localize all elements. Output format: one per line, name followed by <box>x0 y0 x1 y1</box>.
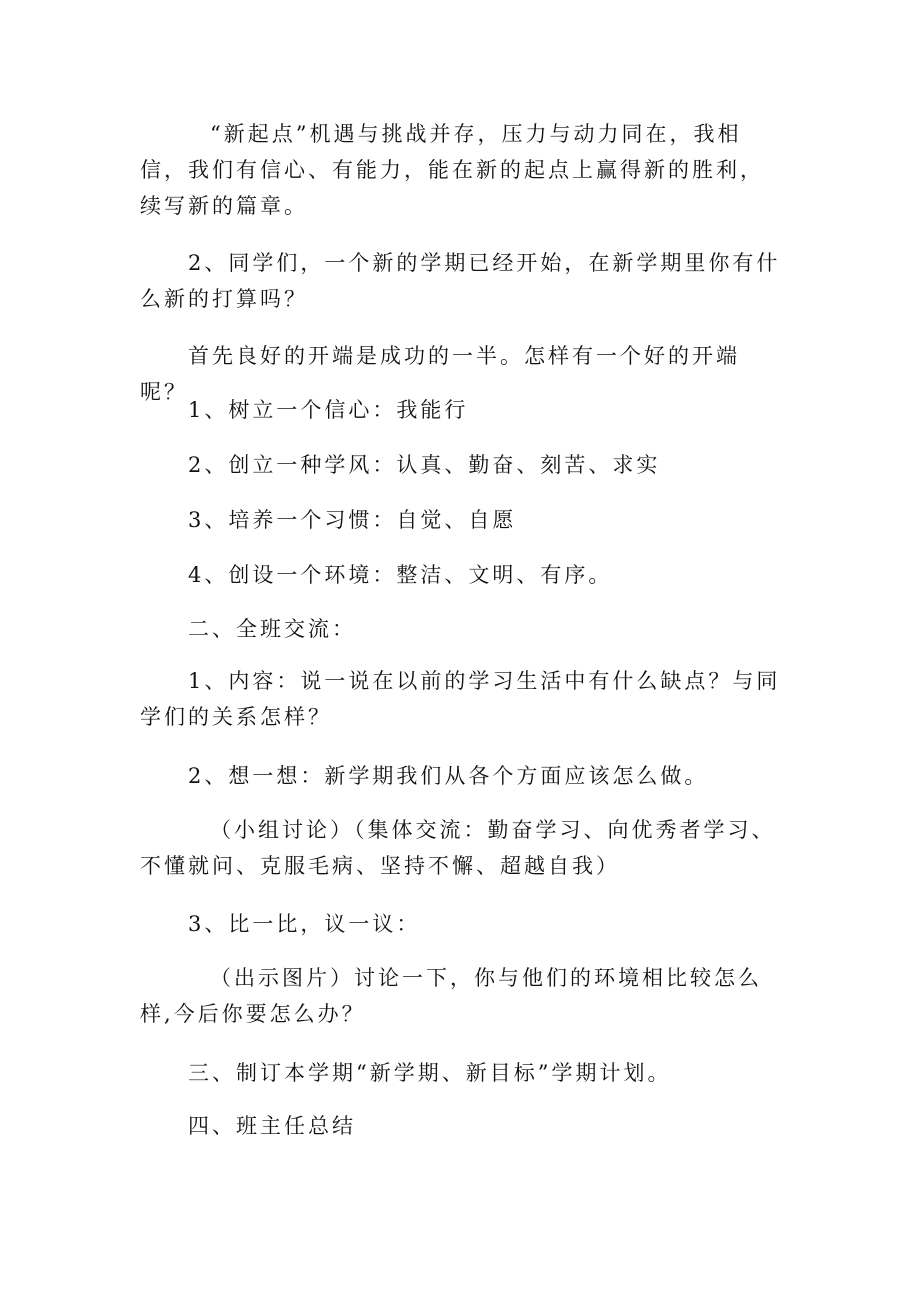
list-item-confidence: 1、树立一个信心：我能行 <box>188 398 469 422</box>
paragraph-new-semester-plans: 2、同学们，一个新的学期已经开始，在新学期里你有什么新的打算吗？ <box>140 251 781 311</box>
paragraph-new-start: “新起点”机遇与挑战并存，压力与动力同在，我相信，我们有信心、有能力，能在新的起点上赢得新的胜利，续写新的篇章。 <box>140 122 764 218</box>
paragraph-good-beginning: 首先良好的开端是成功的一半。怎样有一个好的开端呢？ <box>140 344 740 404</box>
section-heading-summary: 四、班主任总结 <box>188 1114 356 1138</box>
paragraph-think: 2、想一想：新学期我们从各个方面应该怎么做。 <box>188 764 709 788</box>
section-heading-class-exchange: 二、全班交流： <box>188 617 356 641</box>
paragraph-content: 1、内容：说一说在以前的学习生活中有什么缺点？与同学们的关系怎样？ <box>140 669 781 729</box>
paragraph-group-discussion: （小组讨论）（集体交流：勤奋学习、向优秀者学习、不懂就问、克服毛病、坚持不懈、超越自我） <box>140 818 776 878</box>
paragraph-compare: 3、比一比，议一议： <box>188 912 421 936</box>
section-heading-plan: 三、制订本学期“新学期、新目标”学期计划。 <box>188 1061 672 1085</box>
list-item-environment: 4、创设一个环境：整洁、文明、有序。 <box>188 563 613 587</box>
list-item-study-style: 2、创立一种学风：认真、勤奋、刻苦、求实 <box>188 453 661 477</box>
paragraph-show-picture: （出示图片）讨论一下，你与他们的环境相比较怎么样,今后你要怎么办？ <box>140 966 762 1026</box>
list-item-habit: 3、培养一个习惯：自觉、自愿 <box>188 508 517 532</box>
